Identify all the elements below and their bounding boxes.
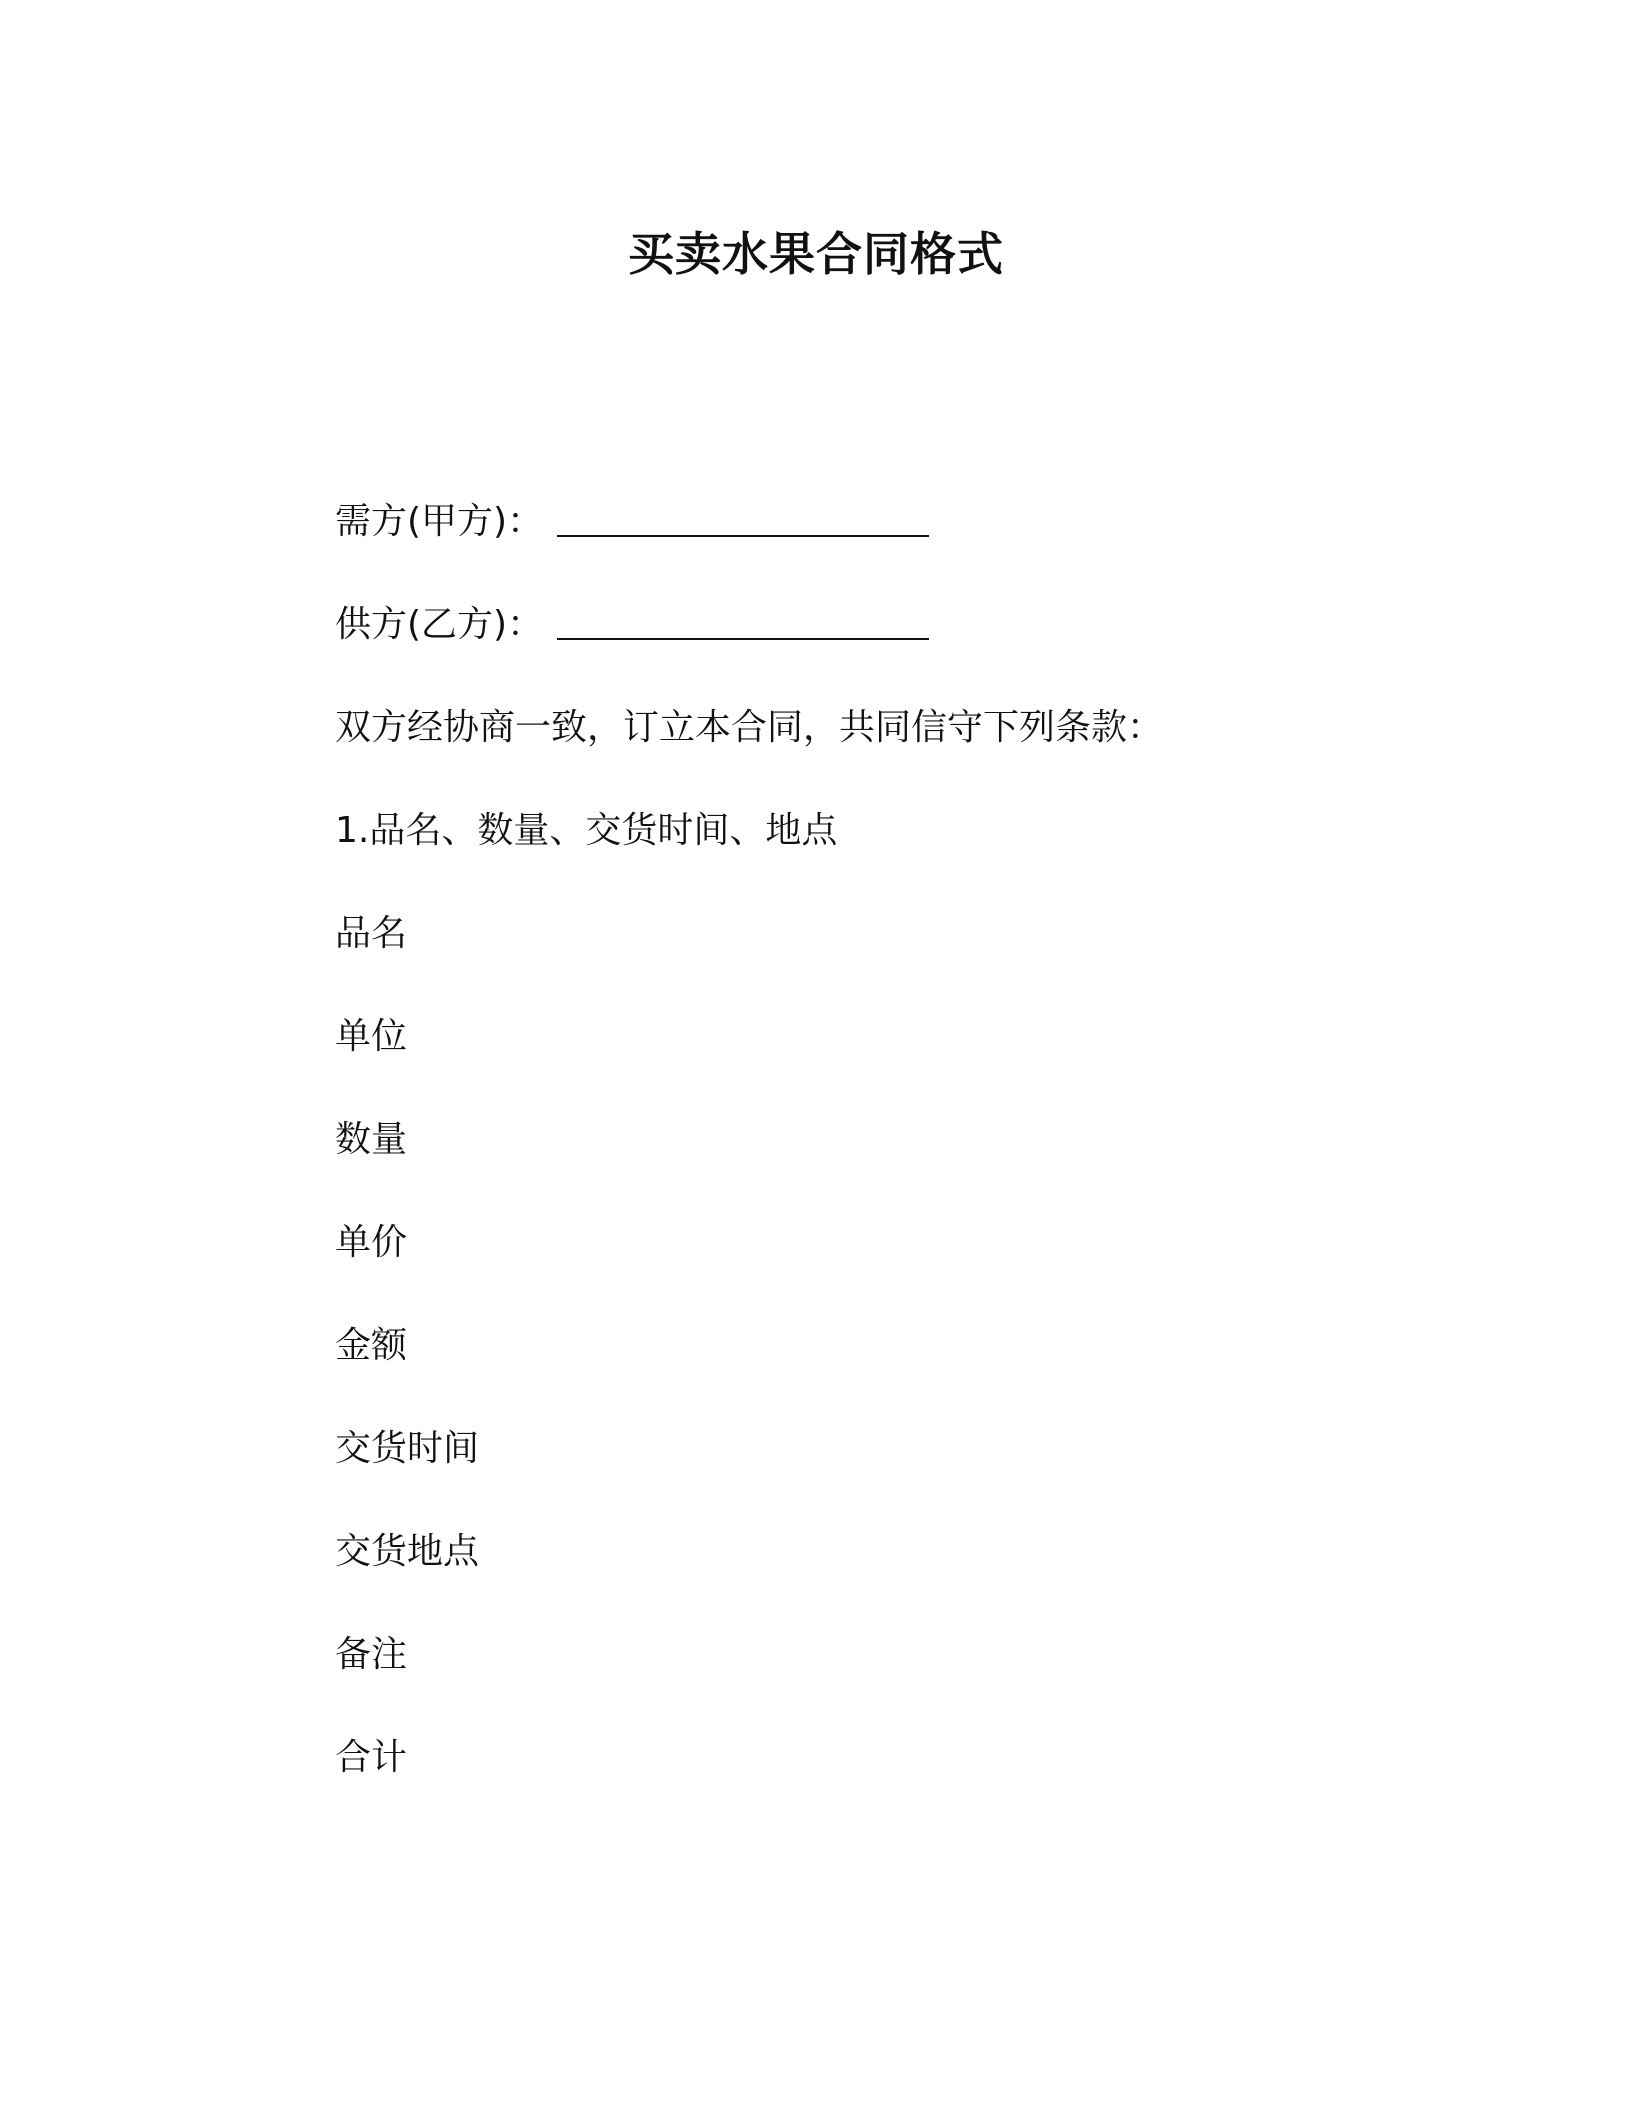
field-total: 合计 (335, 1737, 408, 1778)
field-delivery-time: 交货时间 (335, 1428, 480, 1469)
party-a-line (335, 497, 929, 547)
party-b-label: 供方(乙方)： (335, 604, 544, 645)
field-quantity: 数量 (335, 1119, 408, 1160)
party-a-label: 需方(甲方)： (335, 501, 544, 542)
party-b-blank (557, 608, 929, 640)
field-unit: 单位 (335, 1016, 408, 1057)
party-b-line (335, 600, 929, 650)
field-unit-price: 单价 (335, 1222, 408, 1263)
field-remarks: 备注 (335, 1634, 408, 1675)
intro-paragraph: 双方经协商一致，订立本合同，共同信守下列条款： (335, 707, 1164, 748)
party-a-blank (557, 505, 929, 537)
section-1-heading: 1.品名、数量、交货时间、地点 (335, 810, 838, 851)
field-delivery-place: 交货地点 (335, 1531, 480, 1572)
document-title: 买卖水果合同格式 (628, 227, 1004, 281)
field-product-name: 品名 (335, 913, 408, 954)
field-amount: 金额 (335, 1325, 408, 1366)
